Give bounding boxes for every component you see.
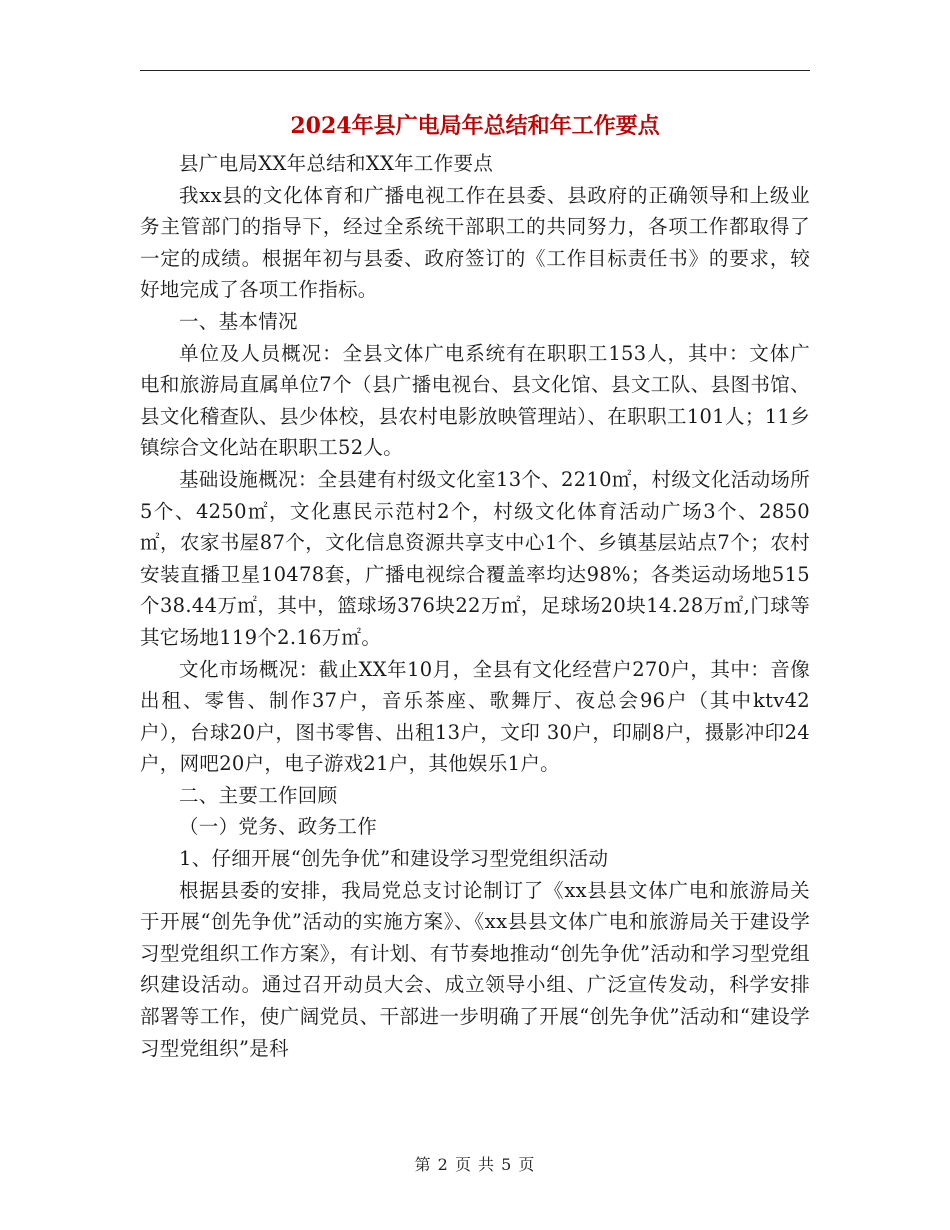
- paragraph-subtitle: 县广电局XX年总结和XX年工作要点: [179, 152, 494, 175]
- page-number: 第 2 页 共 5 页: [414, 1155, 536, 1174]
- paragraph-party-work: 根据县委的安排，我局党总支讨论制订了《xx县县文体广电和旅游局关于开展“创先争优”活动的实施方案》、《xx县县文体广电和旅游局关于建设学习型党组织工作方案》，有计划、有节奏地推动“创先争优”活动和学习型党组织建设活动。通过召开动员大会、成立领导小组、广泛宣传发动，科学安排部署等工作，使广阔党员、干部进一步明确了开展“创先争优”活动和“建设学习型党组织”是科: [140, 878, 810, 1060]
- subsection-heading-party: （一）党务、政务工作: [179, 815, 378, 839]
- paragraph-infrastructure: 基础设施概况：全县建有村级文化室13个、2210㎡，村级文化活动场所5个、4250㎡，文化惠民示范村2个，村级文化体育活动广场3个、2850㎡，农家书屋87个，文化信息资源共享支中心1个、乡镇基层站点7个；农村安装直播卫星10478套，广播电视综合覆盖率均达98%；各类运动场地515个38.44万㎡，其中，篮球场376块22万㎡，足球场20块14.28万㎡,门球等其它场地119个2.16万㎡。: [140, 467, 810, 649]
- document-title: 2024年县广电局年总结和年工作要点: [290, 113, 660, 139]
- paragraph-staff: 单位及人员概况：全县文体广电系统有在职职工153人，其中：文体广电和旅游局直属单位7个（县广播电视台、县文化馆、县文工队、县图书馆、县文化稽查队、县少体校，县农村电影放映管理站）、在职职工101人；11乡镇综合文化站在职职工52人。: [140, 341, 810, 460]
- paragraph-market: 文化市场概况：截止XX年10月，全县有文化经营户270户，其中：音像出租、零售、制作37户，音乐茶座、歌舞厅、夜总会96户（其中ktv42户），台球20户，图书零售、出租13户，文印 30户，印刷8户，摄影冲印24户，网吧20户，电子游戏21户，其他娱乐1户。: [140, 657, 810, 776]
- document-body: [140, 148, 810, 1064]
- paragraph-intro: 我xx县的文化体育和广播电视工作在县委、县政府的正确领导和上级业务主管部门的指导下，经过全系统干部职工的共同努力，各项工作都取得了一定的成绩。根据年初与县委、政府签订的《工作目标责任书》的要求，较好地完成了各项工作指标。: [140, 183, 810, 302]
- item-heading-1: 1、仔细开展“创先争优”和建设学习型党组织活动: [179, 847, 609, 871]
- section-heading-review: 二、主要工作回顾: [179, 783, 338, 807]
- header-rule: [140, 70, 810, 71]
- section-heading-basic: 一、基本情况: [179, 309, 298, 333]
